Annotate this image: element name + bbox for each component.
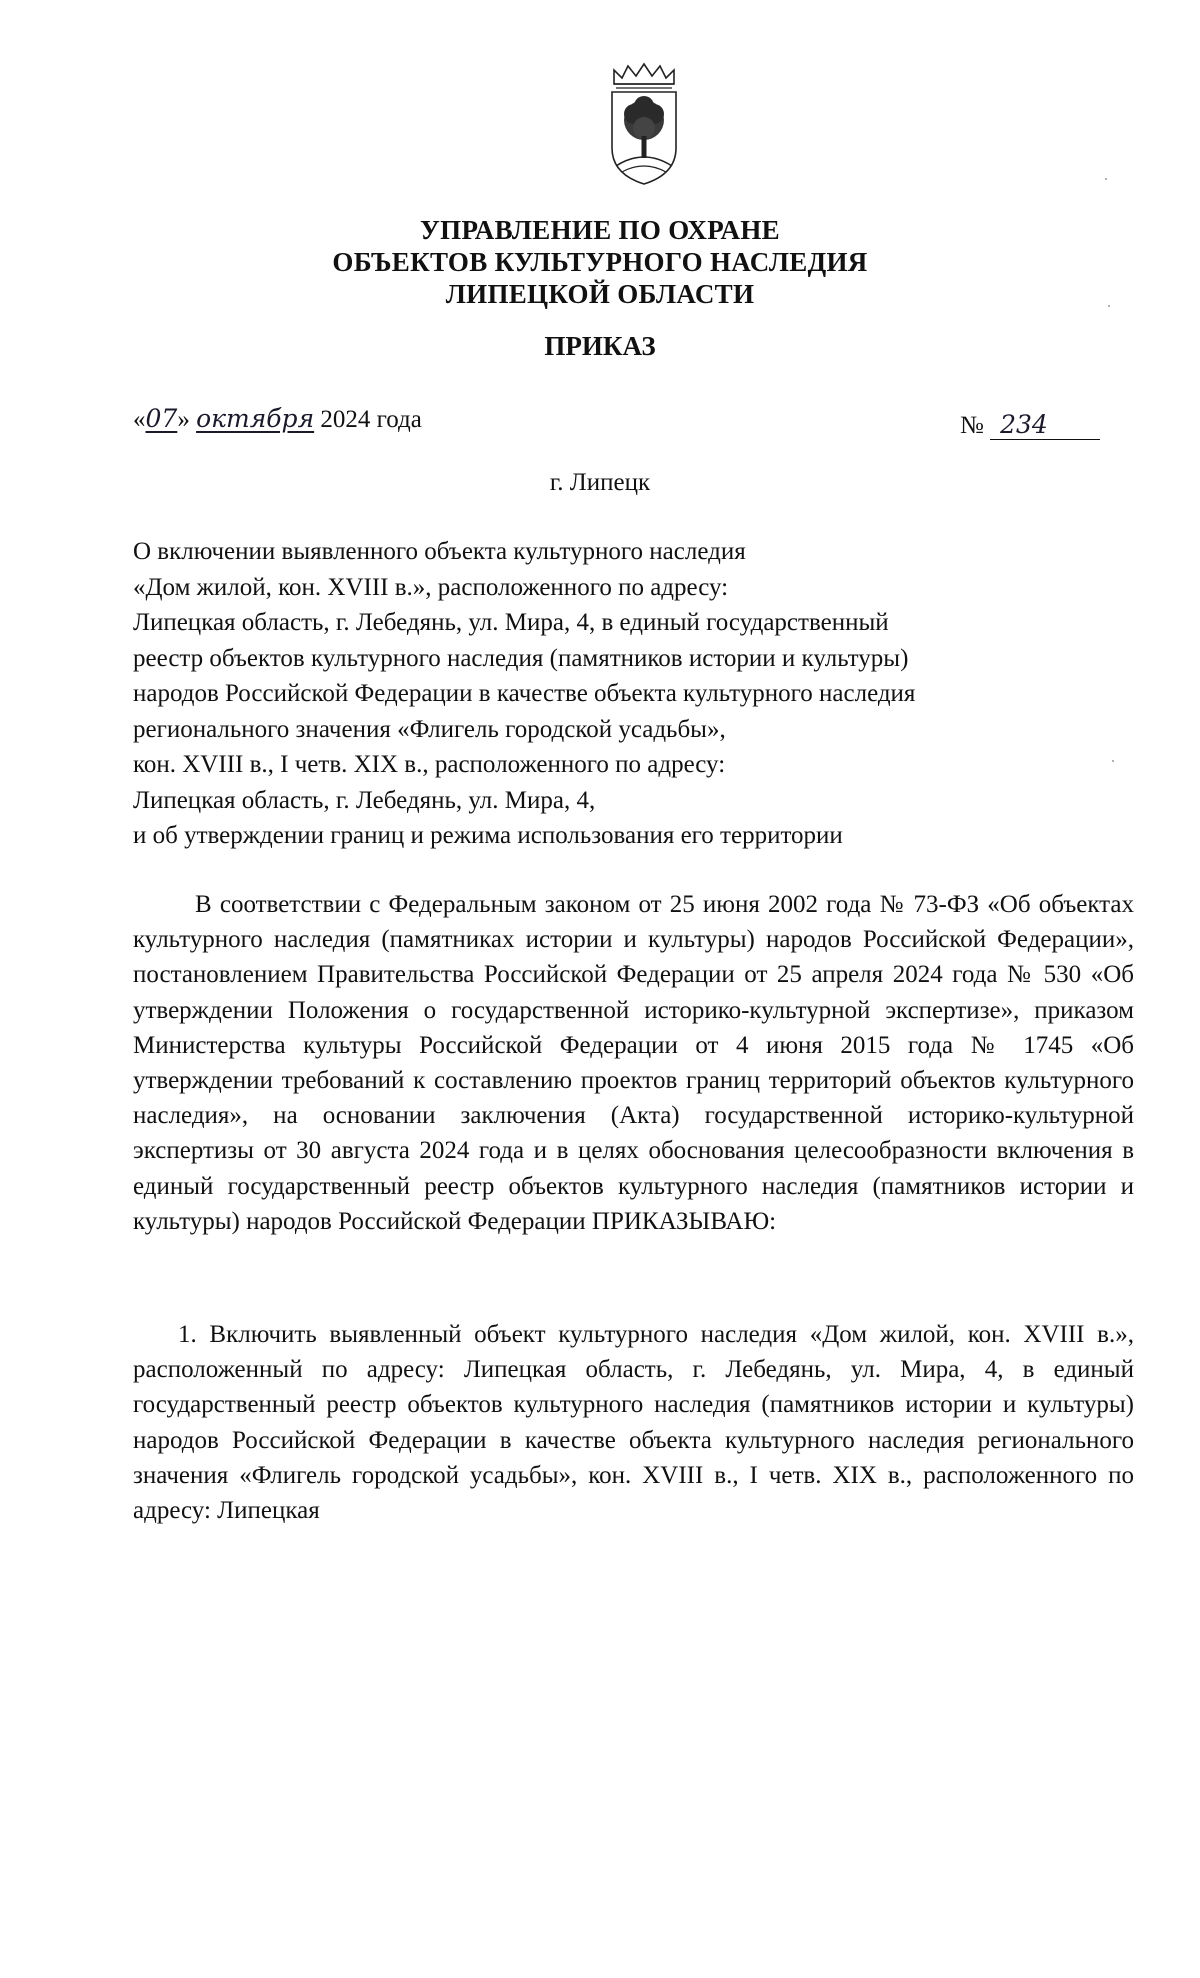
coat-of-arms-icon <box>606 62 682 192</box>
date-month: октября <box>196 404 315 433</box>
subject-line: «Дом жилой, кон. XVIII в.», расположенного по адресу: <box>133 573 729 601</box>
clause-1-paragraph: 1. Включить выявленный объект культурного наследия «Дом жилой, кон. XVIII в.», расположенный по адресу: Липецкая область, г. Лебедянь, ул. Мира, 4, в единый государственный реестр объектов культурного наследия (памятников истории и культуры) народов Российской Федерации в качестве объекта культурного наследия регионального значения «Флигель городской усадьбы», кон. XVIII в., I четв. XIX в., расположенного по адресу: Липецкая <box>133 1321 1134 1525</box>
number-label: № <box>960 412 984 439</box>
subject-line: Липецкая область, г. Лебедянь, ул. Мира, 4, <box>133 786 596 814</box>
scan-speck <box>1108 305 1110 307</box>
subject-line: и об утверждении границ и режима использования его территории <box>133 822 843 849</box>
scan-speck <box>1112 760 1114 762</box>
organization-line: УПРАВЛЕНИЕ ПО ОХРАНЕ <box>420 215 780 245</box>
organization-line: ЛИПЕЦКОЙ ОБЛАСТИ <box>445 279 755 309</box>
scan-speck <box>1105 178 1107 180</box>
subject-line: народов Российской Федерации в качестве объекта культурного наследия <box>133 680 916 707</box>
subject-line: кон. XVIII в., I четв. XIX в., расположенного по адресу: <box>133 751 726 778</box>
subject-line: реестр объектов культурного наследия (памятников истории и культуры) <box>133 644 909 672</box>
date-open-quote: « <box>133 406 146 433</box>
order-number <box>960 410 1100 440</box>
date-day: 07 <box>145 404 178 433</box>
organization-line: ОБЪЕКТОВ КУЛЬТУРНОГО НАСЛЕДИЯ <box>332 247 868 277</box>
number-value: 234 <box>990 410 1100 440</box>
subject-line: О включении выявленного объекта культурного наследия <box>133 538 746 565</box>
city: г. Липецк <box>549 469 651 496</box>
preamble-paragraph: В соответствии с Федеральным законом от 25 июня 2002 года № 73-ФЗ «Об объектах культурного наследия (памятниках истории и культуры) народов Российской Федерации», постановлением Правительства Российской Федерации от 25 апреля 2024 года № 530 «Об утверждении Положения о государственной историко-культурной экспертизе», приказом Министерства культуры Российской Федерации от 4 июня 2015 года № 1745 «Об утверждении требований к составлению проектов границ территорий объектов культурного наследия», на основании заключения (Акта) государственной историко-культурной экспертизы от 30 августа 2024 года и в целях обоснования целесообразности включения в единый государственный реестр объектов культурного наследия (памятников истории и культуры) народов Российской Федерации ПРИКАЗЫВАЮ: <box>133 891 1134 1235</box>
date-year: 2024 года <box>320 406 422 433</box>
organization-name <box>0 214 1200 310</box>
subject-line: Липецкая область, г. Лебедянь, ул. Мира, 4, в единый государственный <box>133 609 889 636</box>
order-date <box>133 404 422 434</box>
date-close-quote: » <box>177 406 190 433</box>
document-type: ПРИКАЗ <box>544 331 656 361</box>
order-subject <box>133 534 1073 854</box>
subject-line: регионального значения «Флигель городской усадьбы», <box>133 715 726 743</box>
